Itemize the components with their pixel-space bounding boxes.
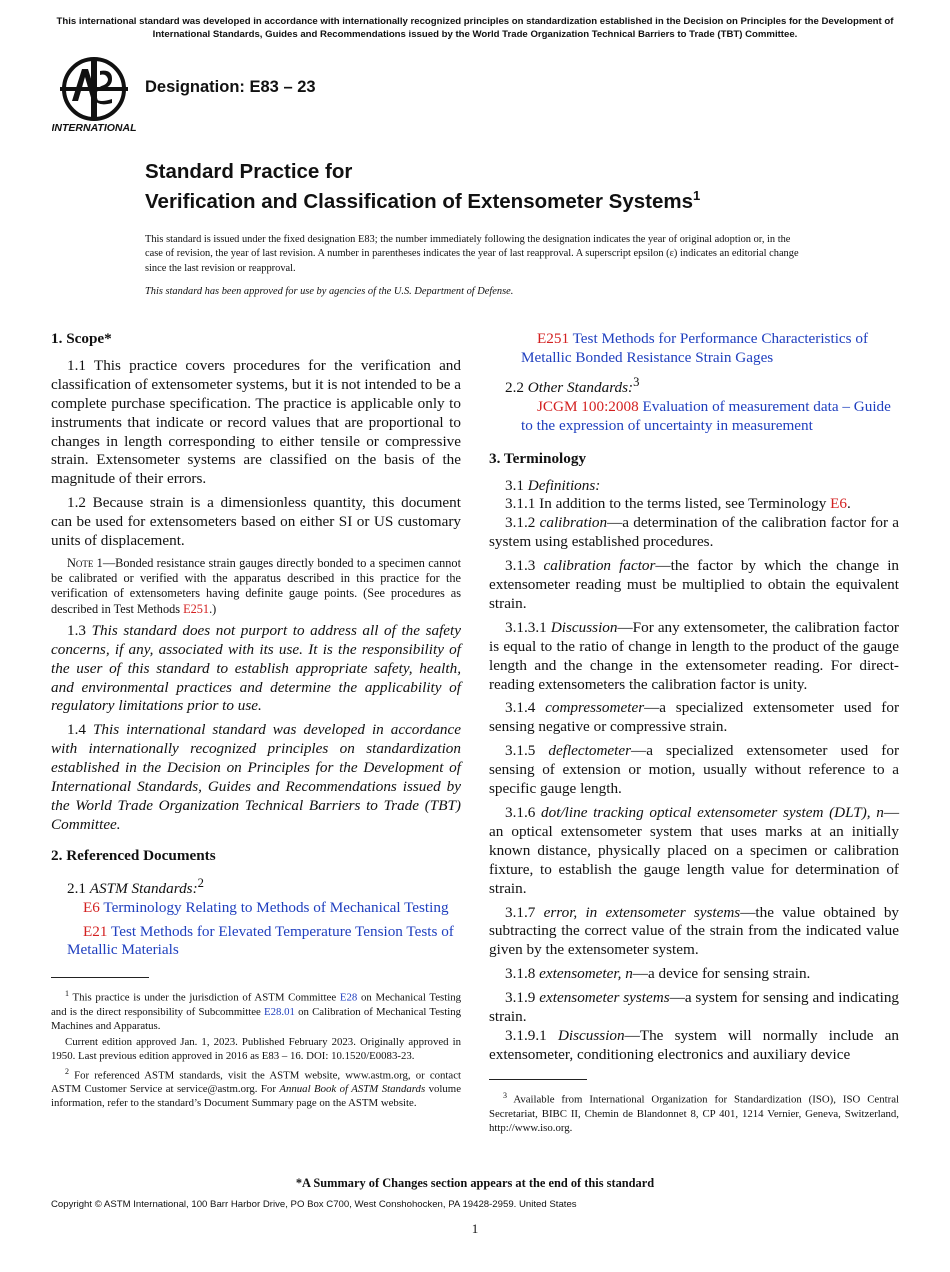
footnotes-right (489, 1089, 899, 1137)
section-3-1-5: 3.1.5 deflectometer—a specialized extensometer used for sensing of extension or motion, usually without reference to a specific gauge length. (489, 742, 899, 798)
footnotes-left (51, 987, 461, 1112)
page-number: 1 (471, 1221, 479, 1236)
title-line-2: Verification and Classification of Extensometer Systems$^1$ (145, 188, 701, 213)
section-2-2: 2.2 Other Standards:$^3$ (505, 374, 640, 396)
footnote-link-e28[interactable]: E28 (339, 991, 358, 1004)
right-column (489, 330, 899, 1065)
document-title (145, 160, 905, 214)
astm-logo-icon (52, 55, 136, 135)
section-3-1-8: 3.1.8 extensometer, n—a device for sensing strain. (505, 965, 811, 983)
footnote-2: $^2$ For referenced ASTM standards, visit the ASTM website, www.astm.org, or contact ASTM Customer Service at service@astm.org. For Annual Book of ASTM Standards volume information, refer to the standard’s Document Summary page on the ASTM website. (51, 1066, 461, 1110)
designation: Designation: E83 – 23 (145, 78, 316, 96)
section-3-1-3: 3.1.3 calibration factor—the factor by which the change in extensometer reading must be multiplied to obtain the equivalent strain. (489, 557, 900, 612)
section-1-1: 1.1 This practice covers procedures for the verification and classification of extensometer systems, but it is not intended to be a complete purchase specification. The practice is applicable only to instruments that indicate or record values that are proportional to changes in length corresponding to either tensile or compressive strain. Extensometer systems are classified on the basis of the magnitude of their errors. (51, 356, 461, 488)
ref-e21[interactable]: E21 Test Methods for Elevated Temperature Tension Tests of Metallic Materials (67, 922, 454, 959)
footnote-1: $^1$ This practice is under the jurisdiction of ASTM Committee E28 on Mechanical Testing and is the direct responsibility of Subcommittee E28.01 on Calibration of Mechanical Testing Machines and Apparatus. (51, 989, 461, 1032)
dod-note: This standard has been approved for use by agencies of the U.S. Department of Defense. (145, 286, 514, 297)
section-2-1: 2.1 ASTM Standards:$^2$ (67, 875, 204, 897)
footnote-3: $^3$ Available from International Organization for Standardization (ISO), ISO Central Secretariat, BIBC II, Chemin de Blandonnet 8, CP 401, 1214 Vernier, Geneva, Switzerland, http://www.iso.org. (489, 1091, 899, 1134)
section-1-3: 1.3 This standard does not purport to address all of the safety concerns, if any, associated with its use. It is the responsibility of the user of this standard to establish appropriate safety, health, and environmental practices and determine the applicability of regulatory limitations prior to use. (51, 621, 462, 715)
footnote-link-e28-01[interactable]: E28.01 (264, 1005, 295, 1018)
section-3-1-9: 3.1.9 extensometer systems—a system for sensing and indicating strain. (489, 989, 900, 1026)
section-3-1-3-1: 3.1.3.1 Discussion—For any extensometer, the calibration factor is equal to the ratio of change in length to the product of the gauge length and the change in the extensometer reading. For direct-reading extensometers the calibration factor is unity. (489, 618, 899, 693)
terminology-heading: 3. Terminology (489, 449, 587, 467)
terminology-link-e6[interactable]: E6 (830, 495, 848, 513)
section-3-1-9-1: 3.1.9.1 Discussion—The system will normally include an extensometer, conditioning electronics and auxiliary device (489, 1026, 900, 1063)
title-footnote-mark: 1 (693, 188, 701, 203)
footnote-rule-right (489, 1079, 587, 1080)
left-column (51, 330, 461, 965)
section-3-1-1: 3.1.1 In addition to the terms listed, see Terminology E6. (505, 495, 851, 513)
ref-jcgm[interactable]: JCGM 100:2008 Evaluation of measurement data – Guide to the expression of uncertainty in measurement (521, 397, 891, 434)
copyright: Copyright © ASTM International, 100 Barr Harbor Drive, PO Box C700, West Conshohocken, PA 19428-2959. United States (51, 1199, 577, 1210)
section-1-2: 1.2 Because strain is a dimensionless quantity, this document can be used for extensometers based on either SI or US customary units of displacement. (51, 494, 461, 550)
footnote-1-edition: Current edition approved Jan. 1, 2023. Published February 2023. Originally approved in 1950. Last previous edition approved in 2016 as E83 – 16. DOI: 10.1520/E0083-23. (51, 1035, 461, 1062)
top-notice: This international standard was developed in accordance with internationally recognized principles on standardization established in the Decision on Principles for the Development of International Standards, Guides and Recommendations issued by the World Trade Organization Technical Barriers to Trade (TBT) Committee. (56, 16, 894, 40)
footnote-rule-left (51, 977, 149, 978)
note-ref-e251[interactable]: E251 (183, 601, 210, 616)
section-3-1-6: 3.1.6 dot/line tracking optical extensometer system (DLT), n—an optical extensometer system that uses marks at an initially known distance, physically placed on a specimen or calibration fixture, to establish the gauge length value for determination of strain. (489, 804, 899, 897)
section-3-1: 3.1 Definitions: (505, 476, 601, 494)
section-3-1-7: 3.1.7 error, in extensometer systems—the value obtained by subtracting the correct value of the strain from the indicated value given by the extensometer system. (489, 903, 900, 959)
note-1: Note 1—Bonded resistance strain gauges directly bonded to a specimen cannot be calibrated or verified with the apparatus described in this practice for the verification of extensometers having definite gauge points. (See procedures as described in Test Methods E251.) (51, 555, 461, 616)
ref-e251[interactable]: E251 Test Methods for Performance Characteristics of Metallic Bonded Resistance Strain Gages (521, 330, 869, 366)
referenced-heading: 2. Referenced Documents (51, 846, 216, 864)
title-line-1: Standard Practice for (145, 160, 353, 183)
summary-of-changes-note: *A Summary of Changes section appears at the end of this standard (295, 1176, 655, 1190)
section-3-1-4: 3.1.4 compressometer—a specialized extensometer used for sensing negative or compressive strain. (489, 699, 899, 736)
issue-note: This standard is issued under the fixed designation E83; the number immediately following the designation indicates the year of original adoption or, in the case of revision, the year of last revision. A number in parentheses indicates the year of last reapproval. A superscript epsilon (ε) indicates an editorial change since the last revision or reapproval. (145, 234, 799, 274)
scope-heading: 1. Scope* (51, 330, 112, 347)
logo-text: INTERNATIONAL (52, 122, 136, 134)
ref-e6[interactable]: E6 Terminology Relating to Methods of Mechanical Testing (83, 898, 449, 916)
section-3-1-2: 3.1.2 calibration—a determination of the calibration factor for a system using established procedures. (489, 514, 900, 551)
section-1-4: 1.4 This international standard was developed in accordance with internationally recognized principles on standardization established in the Decision on Principles for the Development of International Standards, Guides and Recommendations issued by the World Trade Organization Technical Barriers to Trade (TBT) Committee. (51, 721, 462, 833)
